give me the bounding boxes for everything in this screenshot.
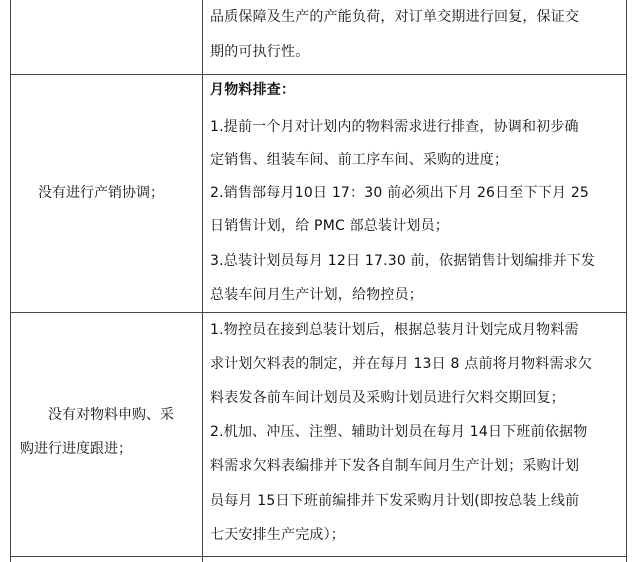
row-3-measure-line-7: 七天安排生产完成）； [210,527,345,543]
row-2-measure-line-1: 1.提前一个月对计划内的物料需求进行排查，协调和初步确 [210,119,579,135]
row-1-measure-line-1: 品质保障及生产的产能负荷，对订单交期进行回复，保证交 [210,9,580,25]
row-divider-1 [10,74,627,75]
table-column-divider [202,0,203,562]
row-2-measure-line-3: 2.销售部每月10日 17：30 前必须出下月 26日至下下月 25 [210,185,590,201]
row-2-heading: 月物料排查： [210,82,296,98]
row-2-measure-line-5: 3.总装计划员每月 12日 17.30 前，依据销售计划编排并下发 [210,253,596,269]
row-3-measure-line-1: 1.物控员在接到总装计划后，根据总装月计划完成月物料需 [210,322,579,338]
row-divider-2 [10,312,627,313]
row-3-measure-line-5: 料需求欠料表编排并下发各自制车间月生产计划；采购计划 [210,458,580,474]
row-1-measure-line-2: 期的可执行性。 [210,44,310,60]
row-3-measure-line-2: 求计划欠料表的制定，并在每月 13日 8 点前将月物料需求欠 [210,356,593,372]
row-2-measure-line-6: 总装车间月生产计划，给物控员； [210,287,423,303]
row-3-measure-line-6: 员每月 15日下班前编排并下发采购月计划(即按总装上线前 [210,493,580,509]
row-2-problem: 没有进行产销协调； [38,185,164,201]
row-divider-3 [10,556,627,557]
row-2-measure-line-4: 日销售计划，给 PMC 部总装计划员； [210,218,449,234]
table-border-right [626,0,627,562]
row-3-problem-line-2: 购进行进度跟进； [20,441,132,457]
row-2-measure-line-2: 定销售、组装车间、前工序车间、采购的进度； [210,152,509,168]
row-3-problem-line-1: 没有对物料申购、采 [48,407,174,423]
row-3-measure-line-4: 2.机加、冲压、注塑、辅助计划员在每月 14日下班前依据物 [210,424,588,440]
row-3-measure-line-3: 料表发各前车间计划员及采购计划员进行欠料交期回复； [210,390,565,406]
table-border-left [10,0,11,562]
